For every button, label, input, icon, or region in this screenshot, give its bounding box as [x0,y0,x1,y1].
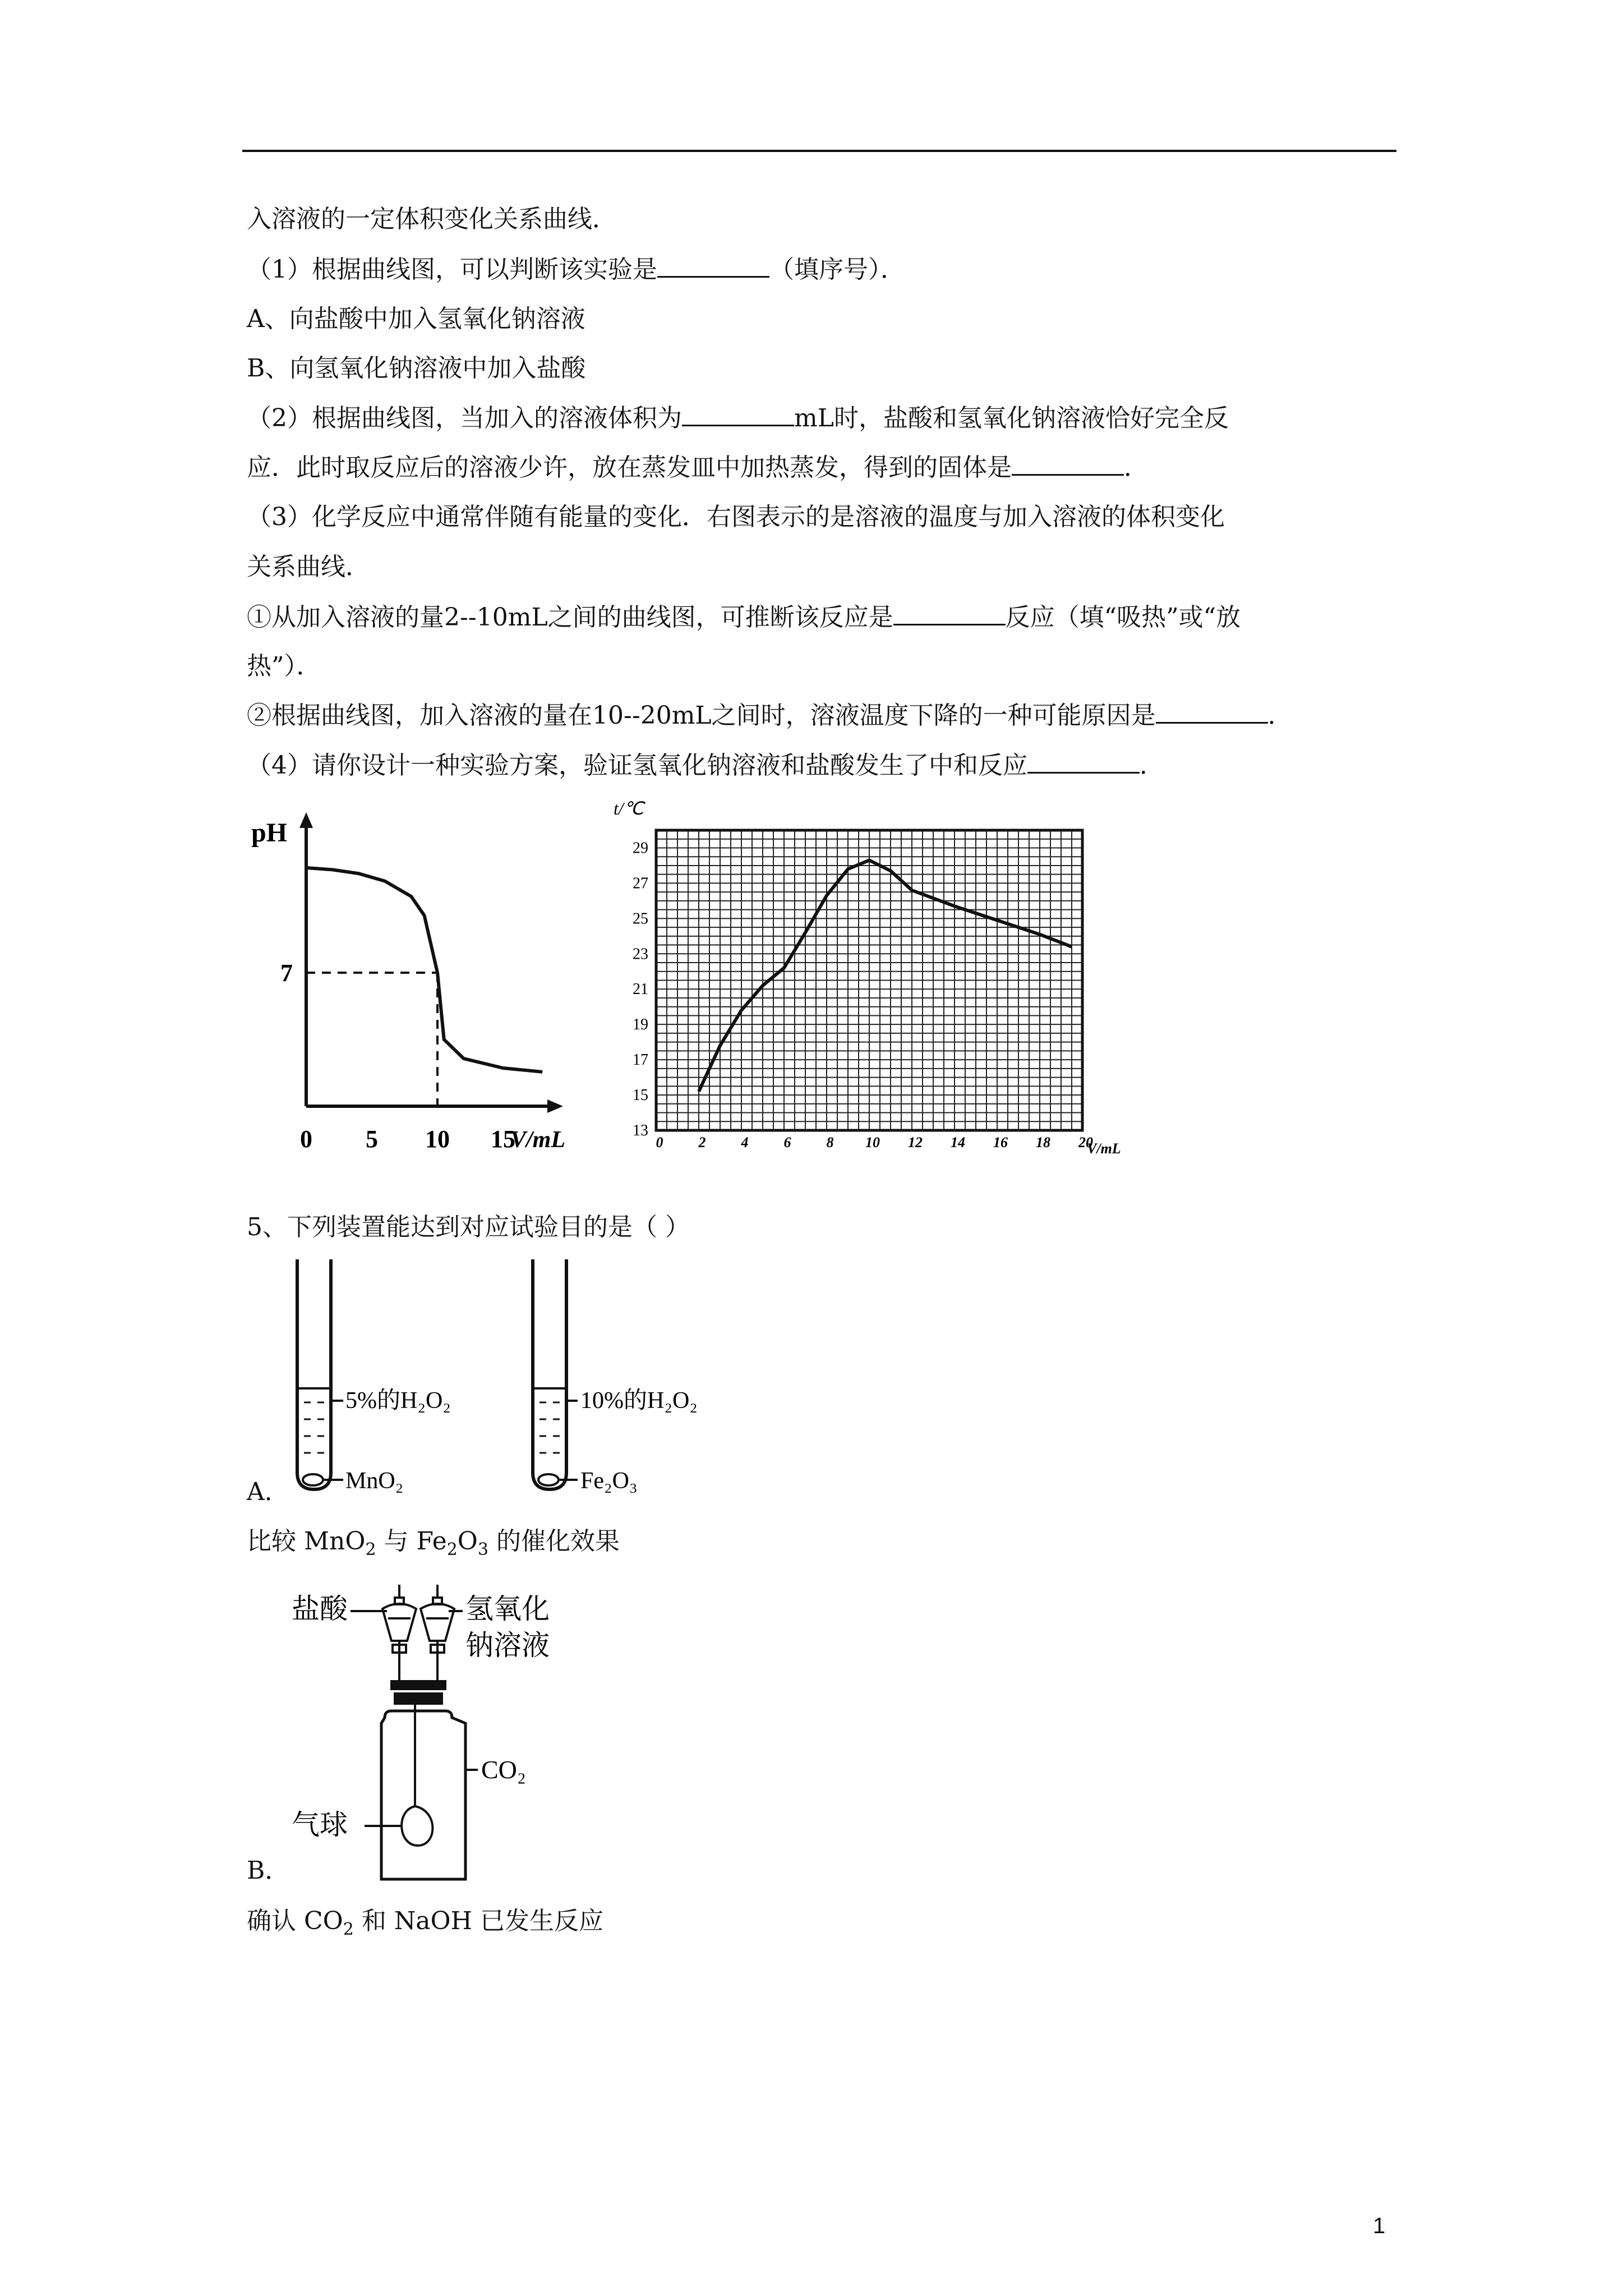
question-3-2: ②根据曲线图，加入溶液的量在10--20mL之间时，溶液温度下降的一种可能原因是 ． [247,699,1293,733]
option-a: A、向盐酸中加入氢氧化钠溶液 [247,305,585,333]
naoh-label-2: 钠溶液 [465,1630,550,1661]
ph-curve [306,868,542,1072]
ph-x-tick: 10 [425,1125,450,1153]
t-y-tick: 21 [633,981,648,999]
right-solution-label: 10%的H₂O₂ [580,1388,698,1414]
t-curve [699,861,1072,1092]
test-tubes-figure [280,1254,785,1501]
text-line-1: 入溶液的一定体积变化关系曲线． [247,205,617,233]
separatory-funnel-left [382,1585,416,1680]
t-x-tick: 14 [951,1134,965,1151]
answer-blank-2[interactable] [682,402,794,426]
t-y-label: t/℃ [614,798,644,818]
t-x-tick: 12 [908,1134,923,1151]
t-x-tick: 20 [1078,1134,1093,1151]
t-x-tick: 16 [993,1134,1008,1151]
ph-x-tick: 15 [491,1125,515,1153]
answer-blank-3[interactable] [1012,452,1124,476]
option-b-caption: 确认 $CO_2$ 和 NaOH 已发生反应 [247,1907,603,1939]
t-y-tick: 29 [633,839,648,857]
bottle [381,1711,465,1879]
answer-blank-5[interactable] [1156,700,1268,724]
option-b-label: B． [247,1856,290,1885]
t-y-tick: 17 [633,1051,648,1069]
option-b: B、向氢氧化钠溶液中加入盐酸 [247,354,586,383]
ph-x-arrow [547,1099,563,1113]
question-2: （2）根据曲线图，当加入的溶液体积为 mL时，盐酸和氢氧化钠溶液恰好完全反 [247,402,1229,435]
stopper-bottom [394,1692,443,1705]
balloon-label: 气球 [292,1809,348,1841]
t-y-tick: 13 [633,1122,648,1139]
t-x-label: V/mL [1087,1140,1121,1157]
t-y-tick: 25 [633,910,648,928]
test-tube-left [297,1259,343,1489]
stopper-top [390,1680,446,1690]
answer-blank-6[interactable] [1027,749,1140,774]
question-2-cont: 应．此时取反应后的溶液少许，放在蒸发皿中加热蒸发，得到的固体是 ． [247,451,1149,485]
ph-y-label: pH [251,818,288,848]
question-3-1: ①从加入溶液的量2--10mL之间的曲线图，可推断该反应是 反应（填“吸热”或“放 [247,601,1241,634]
ph-x-tick: 0 [300,1125,312,1153]
ph-y-arrow [299,812,313,828]
ph-y-tick: 7 [280,959,293,987]
t-x-tick: 4 [741,1134,749,1151]
question-3: （3）化学反应中通常伴随有能量的变化．右图表示的是溶液的温度与加入溶液的体积变化 [247,503,1225,531]
option-a-caption: 比较 MnO$_2$ 与 $Fe_2O_3$ 的催化效果 [247,1527,620,1559]
question-1: （1）根据曲线图，可以判断该实验是 （填序号）． [247,253,905,287]
header-rule [242,150,1396,152]
t-x-tick: 8 [826,1134,834,1151]
t-y-tick: 23 [633,945,648,963]
answer-blank-4[interactable] [893,601,1006,625]
hcl-label: 盐酸 [292,1593,348,1625]
test-tube-right [533,1259,578,1489]
t-y-tick: 15 [633,1087,648,1105]
ph-x-tick: 5 [366,1125,378,1153]
t-x-tick: 0 [656,1134,663,1151]
t-x-tick: 2 [698,1134,706,1151]
temperature-chart [594,797,1144,1167]
t-x-tick: 18 [1036,1134,1050,1151]
ph-x-label: V/mL [510,1127,566,1153]
apparatus-figure [280,1576,594,1896]
question-4: （4）请你设计一种实验方案，验证氢氧化钠溶液和盐酸发生了中和反应 ． [247,749,1164,783]
t-y-tick: 19 [633,1016,648,1034]
t-y-tick: 27 [633,875,648,892]
t-x-tick: 6 [783,1134,791,1151]
left-solid-label: MnO₂ [345,1468,404,1494]
separatory-funnel-right [421,1585,454,1680]
t-grid [656,830,1082,1130]
question-3-1-cont: 热”）． [247,652,321,680]
option-a-label: A． [247,1478,289,1506]
ph-chart [241,808,589,1167]
question-5: 5、下列装置能达到对应试验目的是（ ） [247,1213,690,1241]
right-solid-label: Fe₂O₃ [580,1468,638,1494]
left-solution-label: 5%的H₂O₂ [345,1388,451,1414]
page-number: 1 [1373,2214,1386,2238]
co2-label: CO₂ [481,1755,526,1784]
answer-blank-1[interactable] [657,254,769,278]
t-x-tick: 10 [865,1134,880,1151]
naoh-label-1: 氢氧化 [465,1593,550,1625]
balloon [402,1806,432,1846]
question-3-cont: 关系曲线． [247,553,370,581]
